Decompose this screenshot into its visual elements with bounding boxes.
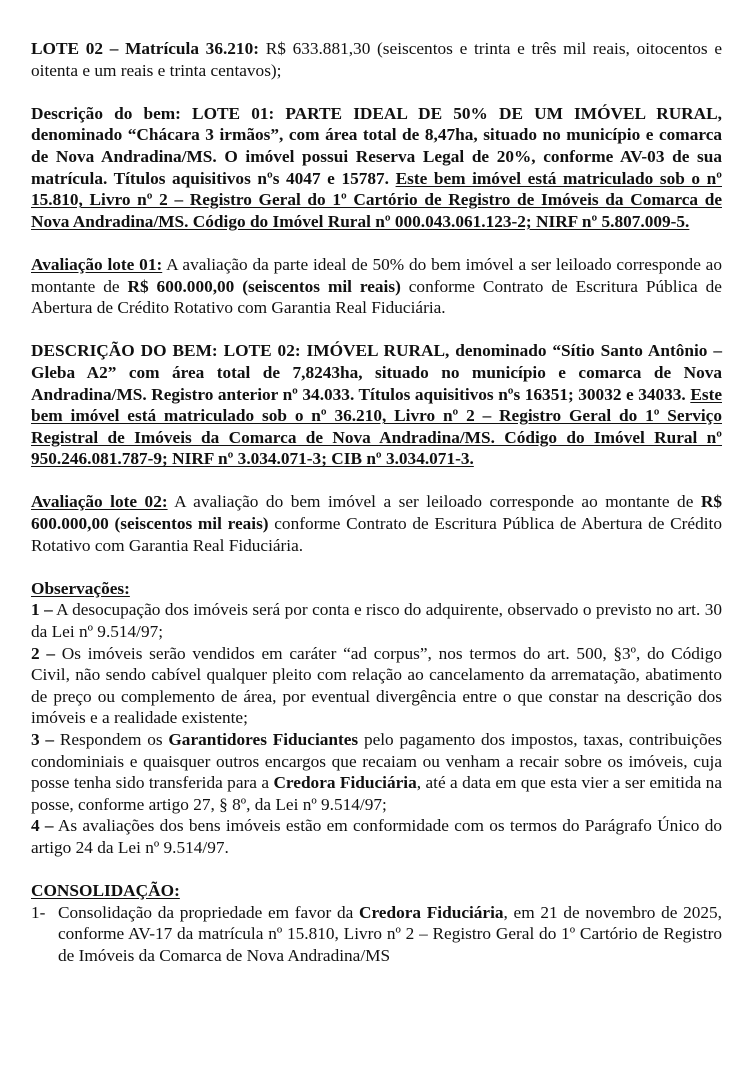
consolidacao-item-1-text-b: , em 21 de novembro de 2025, conforme AV-17 da matrícula nº 15.810, Livro nº 2 – Registro Geral do 1º Cartório de Registro de Imóveis da Comarca de Nova Andradina/MS [58, 902, 722, 965]
lote02-description-paragraph [31, 340, 722, 470]
observacao-item-3-bold-b: Credora Fiduciária [273, 773, 417, 793]
lote02-price-paragraph [31, 38, 722, 81]
lote01-registration-text: Este bem imóvel está matriculado sob o nº 15.810, Livro nº 2 – Registro Geral do 1º Cartório de Registro de Imóveis da Comarca de Nova Andradina/MS. Código do Imóvel Rural nº 000.043.061.123-2; NIRF nº 5.807.009-5. [31, 168, 722, 231]
consolidacao-list [31, 902, 722, 967]
observacao-item-1-text: A desocupação dos imóveis será por conta e risco do adquirente, observado o previsto no art. 30 da Lei nº 9.514/97; [31, 600, 722, 642]
lote02-evaluation-label: Avaliação lote 02: [31, 492, 168, 512]
observacao-item-3-bold-a: Garantidores Fiduciantes [168, 730, 359, 749]
consolidacao-item-1-text [58, 902, 722, 967]
lote01-evaluation-text-before: A avaliação da parte ideal de 50% do bem imóvel a ser leiloado corresponde ao montante de [31, 254, 722, 296]
lote01-evaluation-paragraph [31, 254, 722, 319]
observacao-item-4-number: 4 – [31, 816, 54, 836]
observacoes-section [31, 578, 722, 859]
consolidacao-item-1 [31, 902, 722, 967]
consolidacao-item-1-bold: Credora Fiduciária [358, 902, 504, 922]
observacoes-heading: Observações: [31, 578, 130, 598]
observacao-item-2-number: 2 – [31, 643, 56, 663]
lote01-description-text: Descrição do bem: LOTE 01: PARTE IDEAL DE 50% DE UM IMÓVEL RURAL, denominado “Chácara 3 irmãos”, com área total de 8,47ha, situado no município e comarca de Nova Andradina/MS. O imóvel possui Reserva Legal de 20%, conforme AV-03 de sua matrícula. Títulos aquisitivos nºs 4047 e 15787. [31, 103, 722, 188]
lote02-registration-text: Este bem imóvel está matriculado sob o nº 36.210, Livro nº 2 – Registro Geral do 1º Serviço Registral de Imóveis da Comarca de Nova Andradina/MS. Código do Imóvel Rural nº 950.246.081.787-9; NIRF nº 3.034.071-3; CIB nº 3.034.071-3. [31, 384, 722, 469]
lote01-evaluation-amount: R$ 600.000,00 (seiscentos mil reais) [127, 276, 401, 296]
observacao-item-2 [31, 643, 722, 729]
observacao-item-3-text-a: Respondem os [59, 730, 163, 749]
lote02-evaluation-text-before: A avaliação do bem imóvel a ser leiloado corresponde ao montante de [174, 492, 694, 512]
observacao-item-1-number: 1 – [31, 600, 53, 620]
consolidacao-item-1-text-a: Consolidação da propriedade em favor da [58, 902, 354, 922]
lote02-price-value: R$ 633.881,30 (seiscentos e trinta e três mil reais, oitocentos e oitenta e um reais e trinta centavos); [31, 39, 722, 80]
lote01-evaluation-label: Avaliação lote 01: [31, 254, 163, 274]
lote02-price-label: LOTE 02 – Matrícula 36.210: [31, 39, 259, 58]
observacao-item-3-number: 3 – [31, 730, 55, 749]
lote02-description-text: DESCRIÇÃO DO BEM: LOTE 02: IMÓVEL RURAL, denominado “Sítio Santo Antônio – Gleba A2” com área total de 7,8243ha, situado no município e comarca de Nova Andradina/MS. Registro anterior nº 34.033. Títulos aquisitivos nºs 16351; 30032 e 34033. [31, 341, 722, 404]
lote01-description-paragraph [31, 103, 722, 233]
consolidacao-heading: CONSOLIDAÇÃO: [31, 881, 180, 901]
observacao-item-4 [31, 815, 722, 858]
observacao-item-3 [31, 729, 722, 815]
observacao-item-3-text-b: pelo pagamento dos impostos, taxas, contribuições condominiais e quaisquer outros encargos que recaiam ou venham a recair sobre os imóveis, cuja posse tenha sido transferida para a [31, 730, 723, 793]
observacao-item-3-text-c: , até a data em que esta vier a ser emitida na posse, conforme artigo 27, § 8º, da Lei nº 9.514/97; [31, 773, 722, 814]
observacao-item-4-text: As avaliações dos bens imóveis estão em conformidade com os termos do Parágrafo Único do artigo 24 da Lei nº 9.514/97. [31, 816, 722, 857]
consolidacao-item-1-number: 1- [31, 902, 46, 922]
consolidacao-section [31, 880, 722, 966]
observacao-item-1 [31, 599, 722, 642]
lote02-evaluation-text-after: conforme Contrato de Escritura Pública de Abertura de Crédito Rotativo com Garantia Real Fiduciária. [31, 514, 722, 555]
lote01-evaluation-text-after: conforme Contrato de Escritura Pública de Abertura de Crédito Rotativo com Garantia Real Fiduciária. [31, 276, 722, 318]
lote02-evaluation-paragraph [31, 491, 722, 556]
lote02-evaluation-amount: R$ 600.000,00 (seiscentos mil reais) [31, 492, 723, 534]
observacao-item-2-text: Os imóveis serão vendidos em caráter “ad corpus”, nos termos do art. 500, §3º, do Código Civil, não sendo cabível qualquer pleito com relação ao cancelamento da arrematação, abatimento de preço ou complemento de área, por eventual divergência entre o que constar na descrição dos imóveis e a realidade existente; [31, 643, 723, 728]
